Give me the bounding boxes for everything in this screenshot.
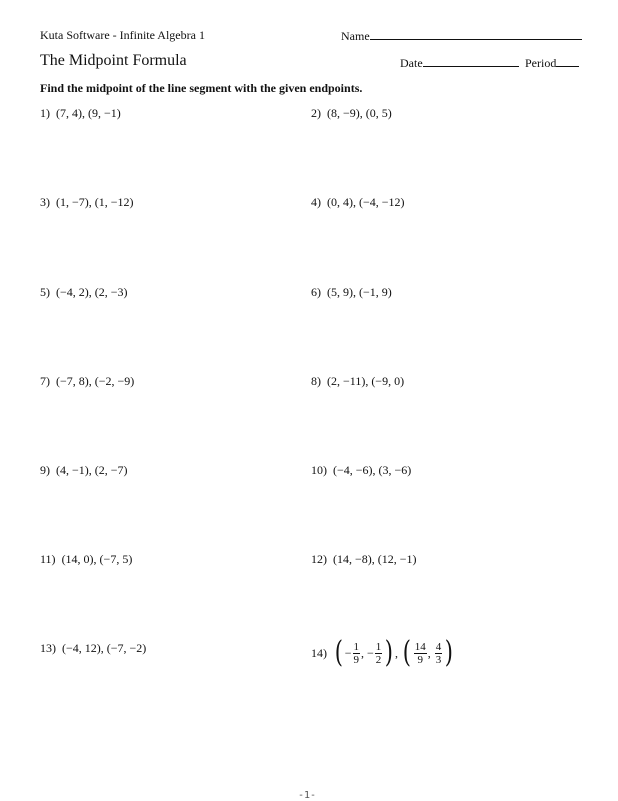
problem-text: (−7, 8), (−2, −9) xyxy=(56,374,135,388)
problem-14 xyxy=(311,635,455,670)
numerator: 1 xyxy=(353,640,359,653)
problem-text: (0, 4), (−4, −12) xyxy=(327,195,405,209)
problem-text: (14, −8), (12, −1) xyxy=(333,552,417,566)
denominator: 9 xyxy=(417,653,423,666)
problem-text: (5, 9), (−1, 9) xyxy=(327,285,392,299)
problem-number: 7) xyxy=(40,374,50,388)
numerator: 1 xyxy=(375,640,382,653)
problem-4 xyxy=(311,195,405,210)
problem-number: 4) xyxy=(311,195,321,209)
problem-2 xyxy=(311,106,392,121)
page-title: The Midpoint Formula xyxy=(40,52,187,69)
minus-sign: − xyxy=(367,645,374,660)
open-paren: ( xyxy=(334,635,343,670)
fraction xyxy=(375,641,383,666)
fraction xyxy=(414,641,427,666)
problem-11 xyxy=(40,552,132,567)
comma: , xyxy=(361,645,367,660)
problem-7 xyxy=(40,374,134,389)
problem-number: 9) xyxy=(40,463,50,477)
problem-number: 11) xyxy=(40,552,56,566)
problem-8 xyxy=(311,374,404,389)
period-label: Period xyxy=(525,56,557,70)
problem-text: (14, 0), (−7, 5) xyxy=(61,552,133,566)
problem-3 xyxy=(40,195,134,210)
problem-number: 1) xyxy=(40,106,50,120)
problem-number: 12) xyxy=(311,552,327,566)
problem-6 xyxy=(311,285,392,300)
problem-1 xyxy=(40,106,121,121)
problem-9 xyxy=(40,463,128,478)
software-label: Kuta Software - Infinite Algebra 1 xyxy=(40,28,205,42)
date-label: Date xyxy=(400,56,423,70)
instructions: Find the midpoint of the line segment with the given endpoints. xyxy=(40,81,363,95)
comma: , xyxy=(395,645,401,660)
problem-text: (4, −1), (2, −7) xyxy=(56,463,128,477)
close-paren: ) xyxy=(385,635,394,670)
problem-number: 3) xyxy=(40,195,50,209)
period-blank-line xyxy=(556,55,579,67)
problem-number: 8) xyxy=(311,374,321,388)
problem-number: 13) xyxy=(40,641,56,655)
date-blank-line xyxy=(423,55,519,67)
problem-13 xyxy=(40,641,146,656)
minus-sign: − xyxy=(344,645,352,660)
fraction xyxy=(353,641,361,666)
name-label: Name xyxy=(341,29,370,43)
open-paren: ( xyxy=(402,635,411,670)
numerator: 14 xyxy=(414,640,426,653)
problem-text: (−4, 12), (−7, −2) xyxy=(62,641,147,655)
problem-10 xyxy=(311,463,411,478)
comma: , xyxy=(427,645,434,660)
name-field[interactable] xyxy=(341,28,582,44)
denominator: 3 xyxy=(435,653,442,666)
problem-5 xyxy=(40,285,128,300)
denominator: 9 xyxy=(353,653,359,666)
problem-text: (7, 4), (9, −1) xyxy=(56,106,121,120)
problem-text: (−4, 2), (2, −3) xyxy=(56,285,128,299)
problem-number: 6) xyxy=(311,285,321,299)
name-blank-line xyxy=(370,28,582,40)
date-field[interactable] xyxy=(400,55,519,71)
problem-text: (8, −9), (0, 5) xyxy=(327,106,392,120)
fraction xyxy=(435,641,443,666)
problem-12 xyxy=(311,552,417,567)
problem-number: 5) xyxy=(40,285,50,299)
denominator: 2 xyxy=(375,653,382,666)
problem-text: (2, −11), (−9, 0) xyxy=(327,374,405,388)
problem-number: 14) xyxy=(311,645,327,660)
period-field[interactable] xyxy=(525,55,579,71)
problem-number: 10) xyxy=(311,463,327,477)
close-paren: ) xyxy=(444,635,454,670)
problem-text: (1, −7), (1, −12) xyxy=(56,195,134,209)
page-number: -1- xyxy=(298,790,317,801)
problem-text: (−4, −6), (3, −6) xyxy=(333,463,412,477)
problem-number: 2) xyxy=(311,106,321,120)
numerator: 4 xyxy=(435,640,442,653)
